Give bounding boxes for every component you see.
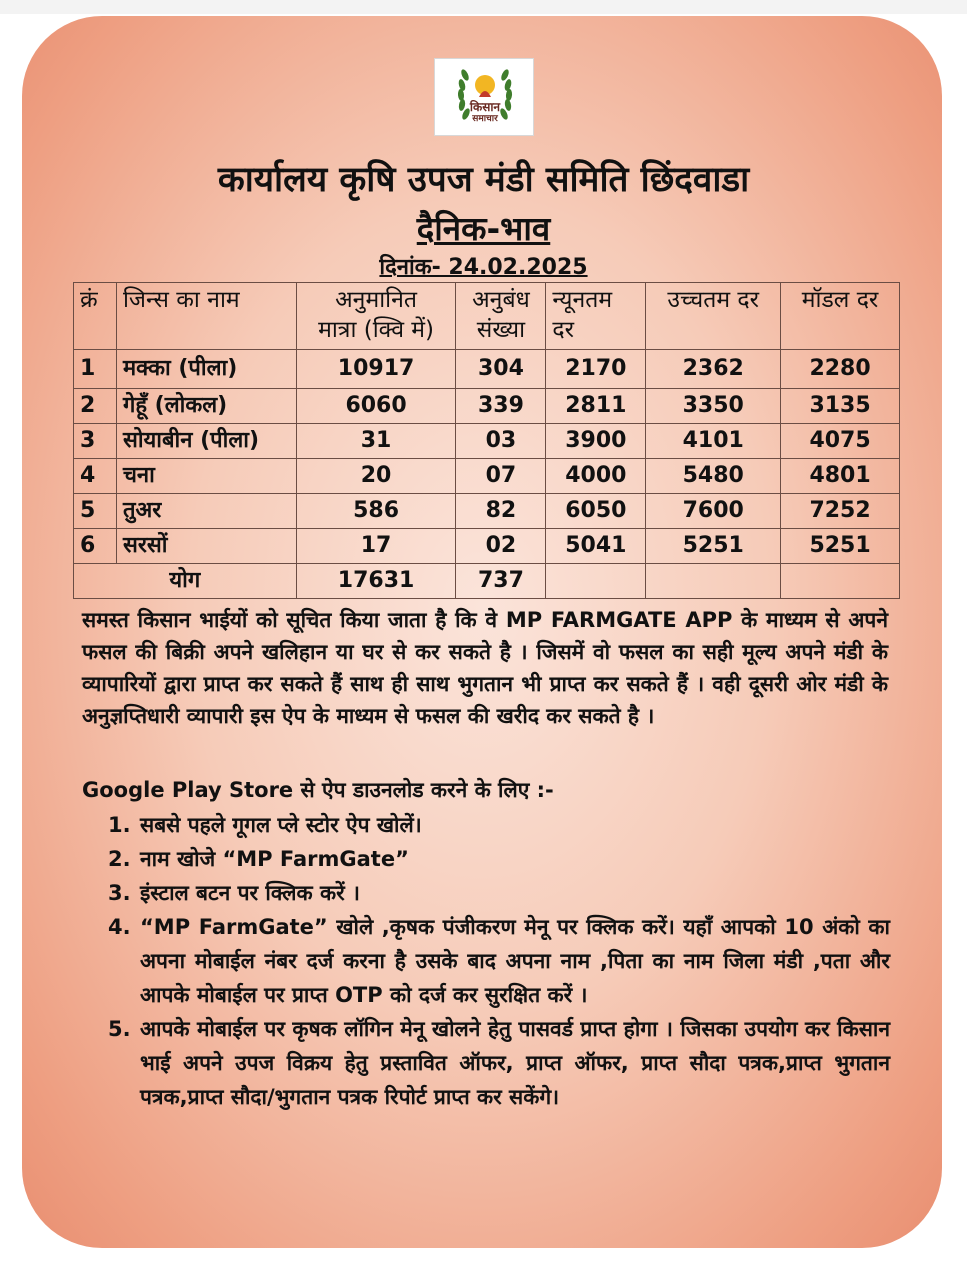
cell-modal-rate: 2280: [781, 350, 900, 389]
office-title: कार्यालय कृषि उपज मंडी समिति छिंदवाडा: [217, 160, 750, 200]
cell-quantity: 31: [296, 424, 456, 459]
wheat-wreath-icon: [435, 59, 535, 137]
cell-quantity: 10917: [296, 350, 456, 389]
cell-quantity: 586: [296, 494, 456, 529]
total-quantity: 17631: [296, 564, 456, 599]
logo-line-1: किसान: [469, 100, 501, 114]
cell-commodity: मक्का (पीला): [116, 350, 296, 389]
table-row: [74, 459, 900, 494]
date-line: [0, 251, 967, 281]
top-strip: [0, 0, 967, 14]
step-item: [108, 808, 890, 842]
cell-sno: 5: [74, 494, 117, 529]
header-quantity-line-2: मात्रा (क्वि में): [318, 317, 435, 343]
header-contracts-line-1: अनुबंध: [472, 287, 530, 313]
cell-commodity: तुअर: [116, 494, 296, 529]
header-max-rate: उच्चतम दर: [646, 283, 781, 350]
total-empty-cell: [646, 564, 781, 599]
step-text: आपके मोबाईल पर कृषक लॉगिन मेनू खोलने हेतु पासवर्ड प्राप्त होगा । जिसका उपयोग कर किसान भाई अपने उपज विक्रय हेतु प्रस्तावित ऑफर, प्राप्त ऑफर, प्राप्त सौदा पत्रक,प्राप्त भुगतान पत्रक,प्राप्त सौदा/भुगतान पत्रक रिपोर्ट प्राप्त कर सकेंगे।: [140, 1017, 890, 1109]
header-quantity: [296, 283, 456, 350]
header-min-rate: [546, 283, 646, 350]
cell-min-rate: 5041: [546, 529, 646, 564]
header-min-line-2: दर: [552, 317, 575, 343]
cell-min-rate: 3900: [546, 424, 646, 459]
table-header-row: [74, 283, 900, 350]
download-instructions-heading: Google Play Store से ऐप डाउनलोड करने के लिए :-: [82, 778, 554, 802]
cell-sno: 2: [74, 389, 117, 424]
cell-contracts: 03: [456, 424, 546, 459]
cell-modal-rate: 3135: [781, 389, 900, 424]
date-text: दिनांक- 24.02.2025: [379, 255, 588, 280]
table-row: [74, 389, 900, 424]
cell-min-rate: 4000: [546, 459, 646, 494]
total-row: [74, 564, 900, 599]
step-number: 3.: [108, 881, 131, 905]
cell-contracts: 339: [456, 389, 546, 424]
table-row: [74, 350, 900, 389]
cell-sno: 1: [74, 350, 117, 389]
cell-commodity: सरसों: [116, 529, 296, 564]
step-item: [108, 1012, 890, 1114]
step-number: 4.: [108, 915, 131, 939]
step-text: सबसे पहले गूगल प्ले स्टोर ऐप खोलें।: [140, 813, 422, 837]
cell-modal-rate: 5251: [781, 529, 900, 564]
cell-max-rate: 5480: [646, 459, 781, 494]
cell-sno: 6: [74, 529, 117, 564]
header-min-line-1: न्यूनतम: [552, 287, 613, 313]
total-label: योग: [74, 564, 297, 599]
step-text: इंस्टाल बटन पर क्लिक करें ।: [140, 881, 360, 905]
rates-table: [73, 282, 900, 599]
cell-max-rate: 3350: [646, 389, 781, 424]
cell-min-rate: 2170: [546, 350, 646, 389]
daily-rate-text: दैनिक-भाव: [416, 209, 551, 248]
cell-min-rate: 2811: [546, 389, 646, 424]
header-contracts: [456, 283, 546, 350]
step-text: नाम खोजे “MP FarmGate”: [140, 847, 409, 871]
cell-commodity: चना: [116, 459, 296, 494]
daily-rate-heading: [0, 205, 967, 250]
cell-modal-rate: 7252: [781, 494, 900, 529]
cell-commodity: सोयाबीन (पीला): [116, 424, 296, 459]
cell-sno: 3: [74, 424, 117, 459]
step-item: [108, 910, 890, 1012]
header-contracts-line-2: संख्या: [476, 317, 526, 343]
total-empty-cell: [546, 564, 646, 599]
table-row: [74, 494, 900, 529]
table-row: [74, 529, 900, 564]
step-number: 2.: [108, 847, 131, 871]
cell-min-rate: 6050: [546, 494, 646, 529]
download-steps-list: [108, 808, 890, 1114]
cell-quantity: 6060: [296, 389, 456, 424]
notice-paragraph: समस्त किसान भाईयों को सूचित किया जाता है कि वे MP FARMGATE APP के माध्यम से अपने फसल की बिक्री अपने खलिहान या घर से कर सकते है । जिसमें वो फसल का सही मूल्य अपने मंडी के व्यापारियों द्वारा प्राप्त कर सकते हैं साथ ही साथ भुगतान भी प्राप्त कर सकते हैं । वही दूसरी ओर मंडी के अनुज्ञप्तिधारी व्यापारी इस ऐप के माध्यम से फसल की खरीद कर सकते है ।: [82, 608, 888, 728]
header-quantity-line-1: अनुमानित: [335, 287, 417, 313]
step-text: “MP FarmGate” खोले ,कृषक पंजीकरण मेनू पर क्लिक करें। यहाँ आपको 10 अंको का अपना मोबाईल नंबर दर्ज करना है उसके बाद अपना नाम ,पिता का नाम जिला मंडी ,पता और आपके मोबाईल पर प्राप्त OTP को दर्ज कर सुरक्षित करें ।: [140, 915, 890, 1007]
cell-contracts: 82: [456, 494, 546, 529]
cell-max-rate: 4101: [646, 424, 781, 459]
logo-line-2: समाचार: [472, 114, 498, 124]
cell-commodity: गेहूँ (लोकल): [116, 389, 296, 424]
cell-modal-rate: 4801: [781, 459, 900, 494]
header-modal-rate: मॉडल दर: [781, 283, 900, 350]
step-item: [108, 876, 890, 910]
cell-max-rate: 7600: [646, 494, 781, 529]
cell-quantity: 20: [296, 459, 456, 494]
step-number: 5.: [108, 1017, 131, 1041]
cell-contracts: 02: [456, 529, 546, 564]
header-sno: क्रं: [74, 283, 117, 350]
kisan-samachar-logo: [434, 58, 534, 136]
cell-contracts: 07: [456, 459, 546, 494]
step-item: [108, 842, 890, 876]
step-number: 1.: [108, 813, 131, 837]
header-commodity: जिन्स का नाम: [116, 283, 296, 350]
cell-modal-rate: 4075: [781, 424, 900, 459]
cell-max-rate: 2362: [646, 350, 781, 389]
total-contracts: 737: [456, 564, 546, 599]
cell-max-rate: 5251: [646, 529, 781, 564]
cell-quantity: 17: [296, 529, 456, 564]
cell-contracts: 304: [456, 350, 546, 389]
cell-sno: 4: [74, 459, 117, 494]
table-row: [74, 424, 900, 459]
total-empty-cell: [781, 564, 900, 599]
